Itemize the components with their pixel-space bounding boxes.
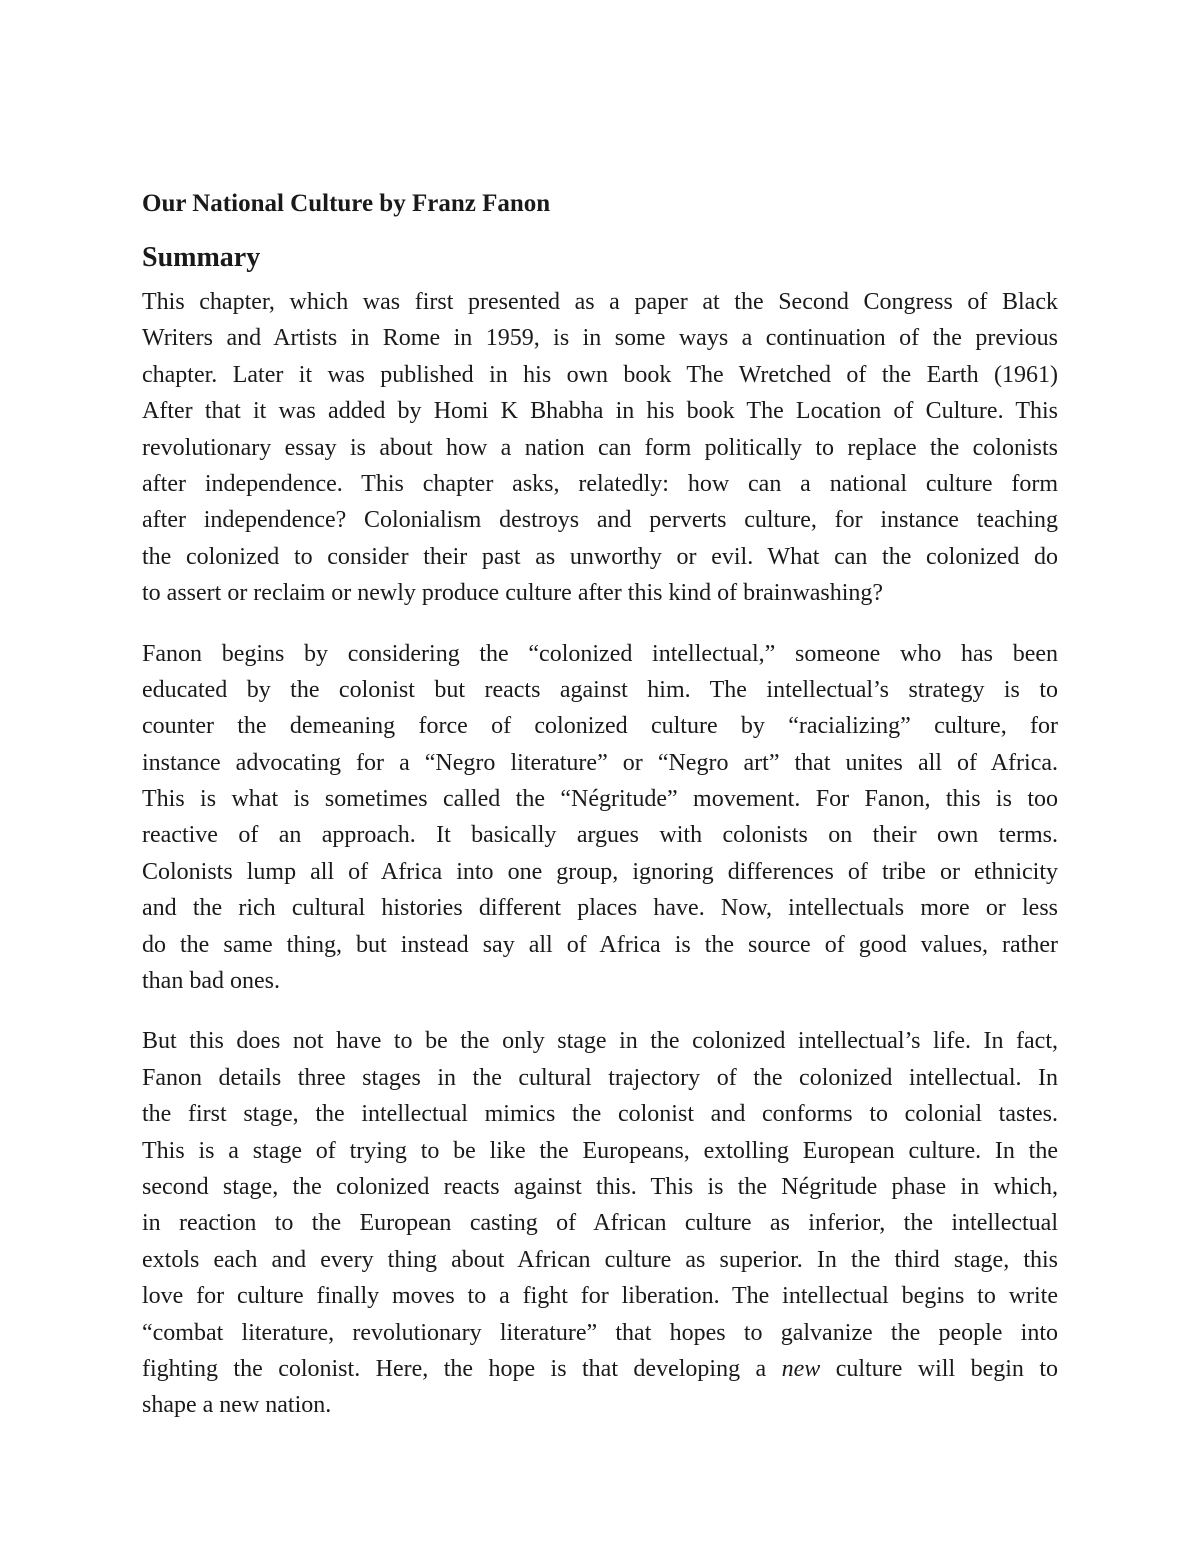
text-line: after independence? Colonialism destroys and perverts culture, for instance teaching <box>142 507 1058 534</box>
section-heading: Summary <box>142 242 261 273</box>
text-line: instance advocating for a “Negro literature” or “Negro art” that unites all of Africa. <box>142 749 1058 776</box>
text-line: to assert or reclaim or newly produce culture after this kind of brainwashing? <box>142 580 884 607</box>
text-line: after independence. This chapter asks, relatedly: how can a national culture form <box>142 470 1058 497</box>
document-title: Our National Culture by Franz Fanon <box>142 190 551 217</box>
text-line: revolutionary essay is about how a nation can form politically to replace the colonists <box>142 434 1058 461</box>
text-line: than bad ones. <box>142 968 280 995</box>
text-line: This is a stage of trying to be like the Europeans, extolling European culture. In the <box>142 1137 1058 1164</box>
text-line: shape a new nation. <box>142 1392 332 1419</box>
text-line: educated by the colonist but reacts against him. The intellectual’s strategy is to <box>142 676 1058 703</box>
text-line: Fanon begins by considering the “colonized intellectual,” someone who has been <box>142 640 1058 667</box>
paragraph-2 <box>142 636 1058 1000</box>
text-line: the first stage, the intellectual mimics the colonist and conforms to colonial tastes. <box>142 1101 1058 1128</box>
text-line: second stage, the colonized reacts against this. This is the Négritude phase in which, <box>142 1173 1058 1200</box>
text-line: “combat literature, revolutionary literature” that hopes to galvanize the people into <box>142 1319 1058 1346</box>
text-line: the colonized to consider their past as unworthy or evil. What can the colonized do <box>142 543 1058 570</box>
text-line: After that it was added by Homi K Bhabha in his book The Location of Culture. This <box>142 398 1058 425</box>
text-fragment: fighting the colonist. Here, the hope is that developing a <box>142 1355 782 1382</box>
text-line: This is what is sometimes called the “Négritude” movement. For Fanon, this is too <box>142 786 1058 813</box>
text-line: chapter. Later it was published in his own book The Wretched of the Earth (1961) <box>142 361 1058 388</box>
text-line-with-italic <box>142 1351 1058 1387</box>
text-line: in reaction to the European casting of African culture as inferior, the intellectual <box>142 1210 1058 1237</box>
text-line: reactive of an approach. It basically argues with colonists on their own terms. <box>142 822 1058 849</box>
text-line: This chapter, which was first presented as a paper at the Second Congress of Black <box>142 289 1058 315</box>
text-line: Fanon details three stages in the cultural trajectory of the colonized intellectual. In <box>142 1064 1058 1091</box>
text-line: Colonists lump all of Africa into one group, ignoring differences of tribe or ethnicity <box>142 858 1058 885</box>
text-fragment: culture will begin to <box>820 1355 1058 1382</box>
text-line: Writers and Artists in Rome in 1959, is in some ways a continuation of the previous <box>142 325 1058 352</box>
text-line: extols each and every thing about African culture as superior. In the third stage, this <box>142 1246 1058 1273</box>
italic-word: new <box>781 1355 821 1382</box>
text-line: love for culture finally moves to a fight for liberation. The intellectual begins to write <box>142 1283 1058 1310</box>
text-line: But this does not have to be the only stage in the colonized intellectual’s life. In fact, <box>142 1028 1058 1055</box>
text-line: do the same thing, but instead say all of Africa is the source of good values, rather <box>142 931 1058 958</box>
text-line: and the rich cultural histories different places have. Now, intellectuals more or less <box>142 895 1058 922</box>
paragraph-1 <box>142 284 1058 612</box>
text-line: counter the demeaning force of colonized culture by “racializing” culture, for <box>142 713 1058 740</box>
document-body <box>142 186 1058 1449</box>
paragraph-3 <box>142 1023 1058 1423</box>
